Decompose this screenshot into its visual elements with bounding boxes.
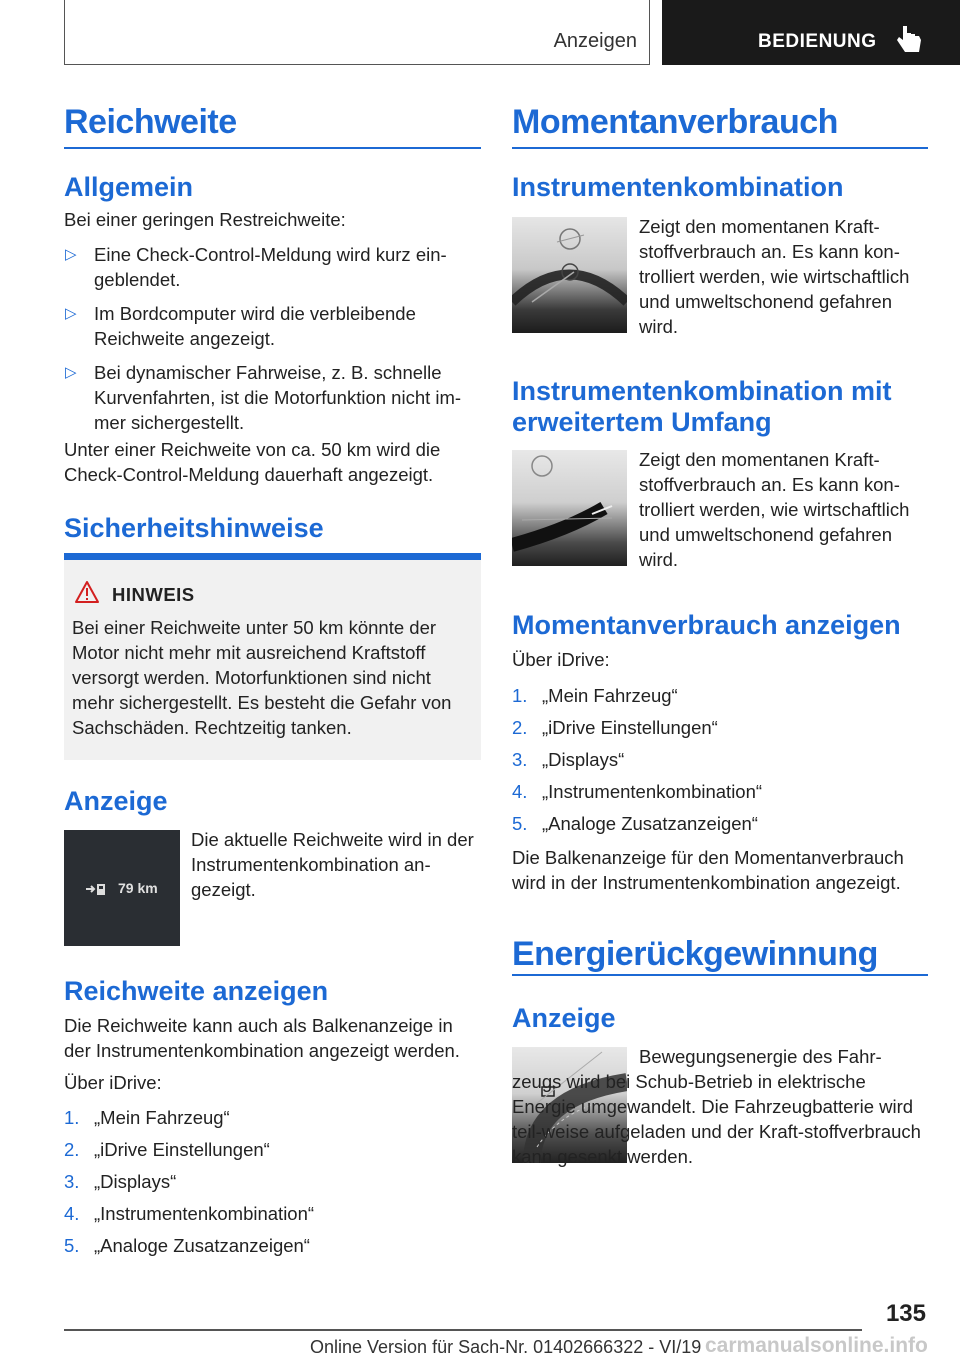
list-item: 2. „iDrive Einstellungen“ xyxy=(64,1139,270,1160)
page-number: 135 xyxy=(885,1300,926,1327)
notice-box xyxy=(64,560,481,760)
show-consumption-steps xyxy=(512,683,928,843)
page-title-left: Reichweite xyxy=(64,103,237,141)
show-range-via: Über iDrive: xyxy=(64,1072,162,1093)
triangle-bullet-icon: ▷ xyxy=(65,305,77,322)
consumption-gauge-extended-image xyxy=(512,450,627,566)
instrument-heading: Instrumentenkombination xyxy=(512,172,844,202)
gauge-illustration xyxy=(512,450,627,566)
list-item: 2. „iDrive Einstellungen“ xyxy=(512,717,718,738)
show-consumption-outro: Die Balkenanzeige für den Momentanverbrauch wird in der Instrumentenkombination angezeigt. xyxy=(512,847,904,893)
fuel-pump-icon xyxy=(86,882,108,896)
general-bullets xyxy=(64,242,481,444)
general-outro: Unter einer Reichweite von ca. 50 km wird die Check-Control-Meldung dauerhaft angezeigt. xyxy=(64,439,441,485)
warning-icon xyxy=(74,580,100,604)
notice-bar xyxy=(64,553,481,560)
consumption-gauge-image xyxy=(512,217,627,333)
list-item: ▷ Im Bordcomputer wird die verbleibende Reichweite angezeigt. xyxy=(65,303,416,349)
title-rule xyxy=(64,147,481,149)
display-heading: Anzeige xyxy=(64,786,168,816)
footer-version: Online Version für Sach-Nr. 01402666322 - VI/19 xyxy=(310,1337,702,1357)
instrument-ext-heading: Instrumentenkombination mit erweitertem Umfang xyxy=(512,376,892,437)
display-text: Die aktuelle Reichweite wird in der Instrumentenkombination an-gezeigt. xyxy=(191,829,474,900)
range-readout: 79 km xyxy=(118,880,158,896)
general-heading: Allgemein xyxy=(64,172,194,202)
list-item: 1. „Mein Fahrzeug“ xyxy=(64,1107,230,1128)
show-range-steps xyxy=(64,1105,481,1265)
general-intro: Bei einer geringen Restreichweite: xyxy=(64,209,346,230)
list-item: 5. „Analoge Zusatzanzeigen“ xyxy=(512,813,758,834)
list-item: ▷ Eine Check-Control-Meldung wird kurz ein-geblendet. xyxy=(65,244,447,290)
chapter-tab[interactable] xyxy=(662,0,960,65)
show-range-heading: Reichweite anzeigen xyxy=(64,976,329,1006)
safety-heading: Sicherheitshinweise xyxy=(64,513,324,543)
gauge-illustration xyxy=(512,217,627,333)
recovery-title: Energierückgewinnung xyxy=(512,935,878,973)
watermark: carmanualsonline.info xyxy=(705,1334,928,1357)
show-range-text: Die Reichweite kann auch als Balkenanzeige in der Instrumentenkombination angezeigt werden. xyxy=(64,1015,460,1061)
list-item: 4. „Instrumentenkombination“ xyxy=(64,1203,315,1224)
show-consumption-via: Über iDrive: xyxy=(512,649,610,670)
section-title: Anzeigen xyxy=(553,30,637,52)
list-item: 4. „Instrumentenkombination“ xyxy=(512,781,763,802)
list-item: 1. „Mein Fahrzeug“ xyxy=(512,685,678,706)
title-rule xyxy=(512,147,928,149)
recovery-heading: Anzeige xyxy=(512,1003,616,1033)
chapter-tab-label: BEDIENUNG xyxy=(758,31,877,52)
title-rule xyxy=(512,974,928,976)
triangle-bullet-icon: ▷ xyxy=(65,246,77,263)
triangle-bullet-icon: ▷ xyxy=(65,364,77,381)
list-item: 5. „Analoge Zusatzanzeigen“ xyxy=(64,1235,310,1256)
list-item: 3. „Displays“ xyxy=(64,1171,177,1192)
list-item: 3. „Displays“ xyxy=(512,749,625,770)
list-item: ▷ Bei dynamischer Fahrweise, z. B. schnelle Kurvenfahrten, ist die Motorfunktion nicht im-mer sichergestellt. xyxy=(65,362,462,433)
instrument-ext-text: Zeigt den momentanen Kraft-stoffverbrauch an. Es kann kon-trolliert werden, wie wirtschaftlich und umweltschonend gefahren wird. xyxy=(639,449,910,570)
recovery-text: Bewegungsenergie des Fahr-zeugs wird bei Schub-Betrieb in elektrische Energie umgewandelt. Die Fahrzeugbatterie wird teil-weise aufgeladen und der Kraft-stoffverbrauch kann gesenkt werden. xyxy=(512,1046,921,1167)
instrument-text: Zeigt den momentanen Kraft-stoffverbrauch an. Es kann kon-trolliert werden, wie wirtschaftlich und umweltschonend gefahren wird. xyxy=(639,216,910,337)
notice-title: HINWEIS xyxy=(112,584,195,605)
range-display-image xyxy=(64,830,180,946)
show-consumption-heading: Momentanverbrauch anzeigen xyxy=(512,610,901,640)
hand-pointer-icon xyxy=(895,24,925,56)
notice-text: Bei einer Reichweite unter 50 km könnte der Motor nicht mehr mit ausreichend Kraftstoff versorgt werden. Motorfunktionen sind nicht mehr sichergestellt. Es besteht die Gefahr von Sachschäden. Rechtzeitig tanken. xyxy=(72,617,452,738)
header-box xyxy=(64,0,650,65)
footer-rule xyxy=(64,1329,862,1331)
page-title-right: Momentanverbrauch xyxy=(512,103,838,141)
